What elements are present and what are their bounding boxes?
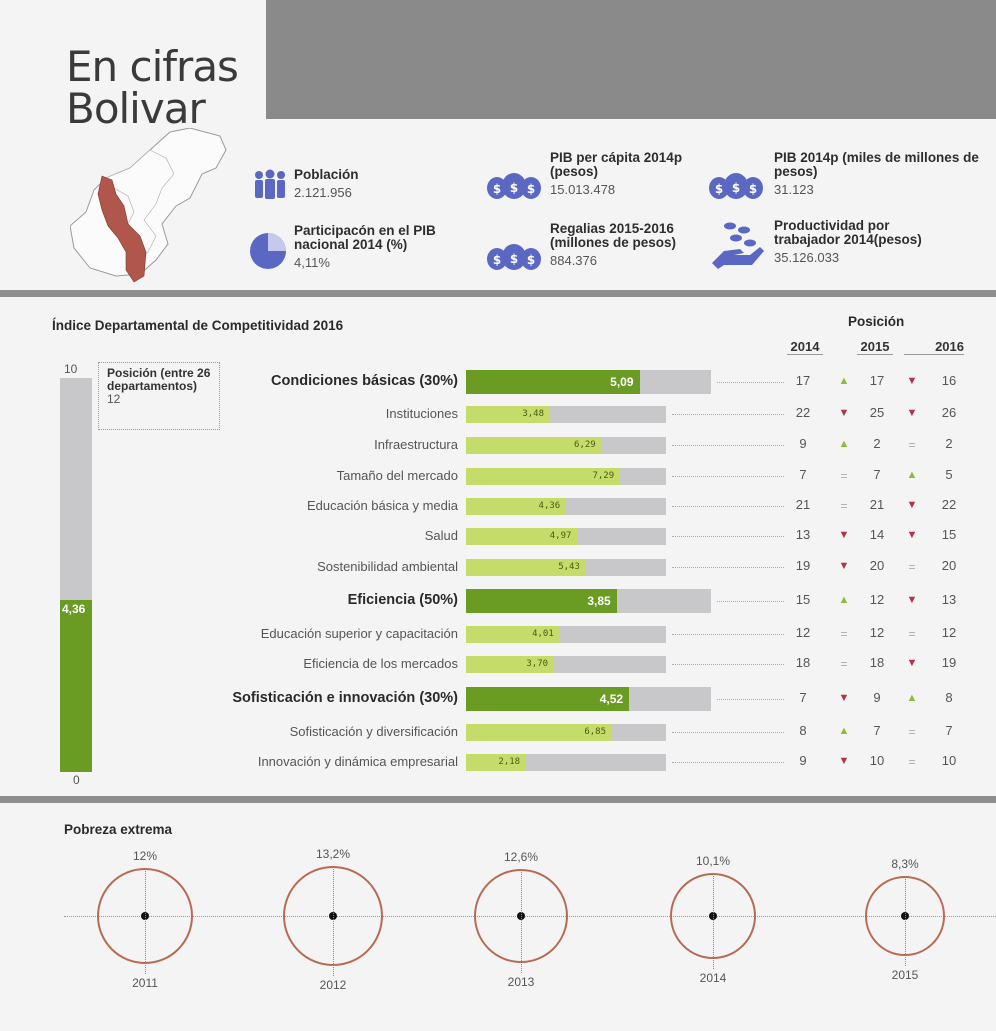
scale-max-label: 10 [64, 362, 78, 376]
position-2015: 17 [869, 373, 885, 388]
page-subtitle: Bolivar [66, 84, 205, 133]
svg-text:$: $ [526, 182, 536, 196]
bar-track [466, 589, 711, 613]
poverty-guide-line [521, 869, 522, 973]
trend-eq-icon: = [908, 560, 916, 574]
position-header: Posición [848, 314, 905, 329]
position-2014: 17 [795, 373, 811, 388]
position-2014: 8 [799, 723, 807, 738]
bar-track [466, 468, 666, 485]
trend-down-icon: ▼ [906, 375, 918, 387]
stat-title: Productividad por trabajador 2014(pesos) [774, 218, 922, 247]
bar: 5,43 [466, 559, 586, 576]
bar: 6,29 [466, 437, 602, 454]
svg-text:$: $ [748, 182, 758, 196]
position-box [98, 362, 220, 430]
svg-text:$: $ [492, 253, 502, 267]
poverty-year: 2012 [319, 978, 347, 992]
svg-text:$: $ [509, 252, 519, 266]
trend-up-icon: ▲ [838, 438, 850, 450]
row-label: Innovación y dinámica empresarial [257, 754, 458, 769]
position-2014: 21 [795, 497, 811, 512]
position-2014: 18 [795, 655, 811, 670]
header-banner [266, 0, 996, 119]
money-bags-icon [486, 165, 542, 201]
bar: 3,70 [466, 656, 554, 673]
row-label: Sofisticación e innovación (30%) [232, 690, 458, 706]
bar: 3,85 [466, 589, 617, 613]
stat-value: 884.376 [550, 253, 597, 268]
poverty-guide-line [905, 876, 906, 966]
stat-title: Regalias 2015-2016 (millones de pesos) [550, 221, 677, 250]
position-2014: 22 [795, 405, 811, 420]
position-2014: 19 [795, 558, 811, 573]
position-2016: 22 [941, 497, 957, 512]
position-2016: 2 [945, 436, 953, 451]
stat-value: 2.121.956 [294, 185, 352, 200]
trend-eq-icon: = [908, 627, 916, 641]
position-2016: 26 [941, 405, 957, 420]
position-2016: 19 [941, 655, 957, 670]
stat-value: 31.123 [774, 182, 814, 197]
row-label: Sostenibilidad ambiental [317, 559, 458, 574]
position-2015: 10 [869, 753, 885, 768]
position-box-value: 12 [107, 392, 121, 406]
position-2015: 21 [869, 497, 885, 512]
section-divider [0, 290, 996, 297]
trend-down-icon: ▼ [906, 407, 918, 419]
trend-eq-icon: = [908, 725, 916, 739]
bar-track [466, 498, 666, 515]
leader-line [672, 414, 784, 415]
bar: 4,52 [466, 687, 629, 711]
score-track [60, 378, 92, 772]
position-2014: 7 [799, 467, 807, 482]
position-2016: 12 [941, 625, 957, 640]
position-2015: 7 [873, 723, 881, 738]
position-2016: 8 [945, 690, 953, 705]
row-label: Eficiencia de los mercados [303, 656, 458, 671]
pie-icon [249, 232, 287, 270]
stat-value: 4,11% [294, 255, 330, 270]
trend-eq-icon: = [908, 755, 916, 769]
stat-value: 15.013.478 [550, 182, 616, 197]
bar-track [466, 626, 666, 643]
poverty-year: 2011 [132, 976, 158, 990]
position-2016: 13 [941, 592, 957, 607]
row-label: Salud [424, 528, 458, 543]
leader-line [672, 536, 784, 537]
bar-track [466, 406, 666, 423]
bar: 4,97 [466, 528, 577, 545]
leader-line [717, 699, 784, 700]
leader-line [717, 382, 784, 383]
bar-track [466, 559, 666, 576]
position-2014: 12 [795, 625, 811, 640]
trend-eq-icon: = [840, 657, 848, 671]
svg-text:$: $ [509, 181, 519, 195]
bar-track [466, 437, 666, 454]
trend-up-icon: ▲ [838, 375, 850, 387]
row-label: Sofisticación y diversificación [289, 724, 458, 739]
svg-text:$: $ [731, 181, 741, 195]
poverty-title: Pobreza extrema [64, 822, 173, 837]
trend-down-icon: ▼ [838, 692, 850, 704]
trend-down-icon: ▼ [838, 755, 850, 767]
trend-down-icon: ▼ [838, 407, 850, 419]
leader-line [672, 732, 784, 733]
poverty-year: 2014 [699, 971, 727, 985]
score-label: 4,36 [62, 602, 86, 617]
position-2016: 20 [941, 558, 957, 573]
position-2015: 12 [869, 625, 885, 640]
bar: 6,85 [466, 724, 612, 741]
trend-down-icon: ▼ [906, 657, 918, 669]
poverty-guide-line [333, 866, 334, 976]
trend-eq-icon: = [840, 469, 848, 483]
poverty-guide-line [145, 868, 146, 974]
stat-title: Participacón en el PIB nacional 2014 (%) [294, 223, 436, 252]
poverty-percent: 12,6% [503, 850, 539, 864]
row-label: Infraestructura [374, 437, 458, 452]
money-bags-icon [486, 236, 542, 272]
bar-track [466, 687, 711, 711]
stat-value: 35.126.033 [774, 250, 840, 265]
trend-down-icon: ▼ [906, 499, 918, 511]
trend-eq-icon: = [840, 627, 848, 641]
position-2015: 25 [869, 405, 885, 420]
row-label: Tamaño del mercado [336, 468, 458, 483]
position-box-label: Posición (entre 26 departamentos) [107, 366, 211, 393]
leader-line [717, 601, 784, 602]
trend-eq-icon: = [840, 499, 848, 513]
position-2014: 7 [799, 690, 807, 705]
leader-line [672, 762, 784, 763]
svg-text:$: $ [526, 253, 536, 267]
position-2014: 9 [799, 753, 807, 768]
position-2015: 9 [873, 690, 881, 705]
leader-line [672, 634, 784, 635]
position-2015: 7 [873, 467, 881, 482]
position-2015: 18 [869, 655, 885, 670]
position-2014: 9 [799, 436, 807, 451]
position-2016: 16 [941, 373, 957, 388]
svg-text:$: $ [714, 182, 724, 196]
colombia-map-icon [70, 128, 230, 288]
trend-down-icon: ▼ [838, 560, 850, 572]
trend-up-icon: ▲ [906, 692, 918, 704]
bar-track [466, 754, 666, 771]
stat-title: PIB per cápita 2014p (pesos) [550, 150, 683, 179]
stat-title: Población [294, 167, 359, 182]
bar: 4,01 [466, 626, 560, 643]
poverty-year: 2015 [891, 968, 919, 982]
bar: 3,48 [466, 406, 550, 423]
poverty-percent: 12% [132, 849, 158, 863]
position-2015: 20 [869, 558, 885, 573]
position-2015: 2 [873, 436, 881, 451]
leader-line [672, 476, 784, 477]
poverty-guide-line [713, 873, 714, 969]
position-2014: 15 [795, 592, 811, 607]
trend-eq-icon: = [908, 438, 916, 452]
position-2015: 14 [869, 527, 885, 542]
row-label: Educación básica y media [306, 498, 458, 513]
trend-down-icon: ▼ [838, 529, 850, 541]
score-fill [60, 600, 92, 772]
leader-line [672, 664, 784, 665]
trend-down-icon: ▼ [906, 529, 918, 541]
bar: 4,36 [466, 498, 566, 515]
trend-up-icon: ▲ [838, 594, 850, 606]
people-icon [252, 168, 288, 204]
bar-track [466, 528, 666, 545]
money-bags-icon [708, 165, 764, 201]
position-2016: 10 [941, 753, 957, 768]
year-2015: 2015 [857, 339, 893, 355]
leader-line [672, 506, 784, 507]
poverty-percent: 10,1% [695, 854, 731, 868]
position-2015: 12 [869, 592, 885, 607]
svg-text:$: $ [492, 182, 502, 196]
position-2016: 5 [945, 467, 953, 482]
row-label: Eficiencia (50%) [347, 592, 458, 608]
position-2016: 7 [945, 723, 953, 738]
page-title: En cifras [66, 42, 238, 91]
row-label: Instituciones [385, 406, 458, 421]
row-label: Condiciones básicas (30%) [271, 373, 458, 389]
trend-down-icon: ▼ [906, 594, 918, 606]
position-2014: 13 [795, 527, 811, 542]
bar-track [466, 724, 666, 741]
bar-track [466, 656, 666, 673]
position-2016: 15 [941, 527, 957, 542]
scale-min-label: 0 [73, 773, 80, 787]
poverty-year: 2013 [507, 975, 535, 989]
year-2014: 2014 [787, 339, 823, 355]
poverty-percent: 13,2% [315, 847, 351, 861]
hand-coins-icon [710, 219, 764, 269]
bar: 2,18 [466, 754, 526, 771]
bar-track [466, 370, 711, 394]
leader-line [672, 445, 784, 446]
poverty-percent: 8,3% [891, 857, 919, 871]
leader-line [672, 567, 784, 568]
year-2016: 2016 [904, 339, 964, 355]
stat-title: PIB 2014p (miles de millones de pesos) [774, 150, 979, 179]
bar: 5,09 [466, 370, 640, 394]
trend-up-icon: ▲ [906, 469, 918, 481]
row-label: Educación superior y capacitación [260, 626, 458, 641]
bar: 7,29 [466, 468, 620, 485]
index-title: Índice Departamental de Competitividad 2016 [52, 318, 344, 333]
trend-up-icon: ▲ [838, 725, 850, 737]
section-divider [0, 796, 996, 803]
